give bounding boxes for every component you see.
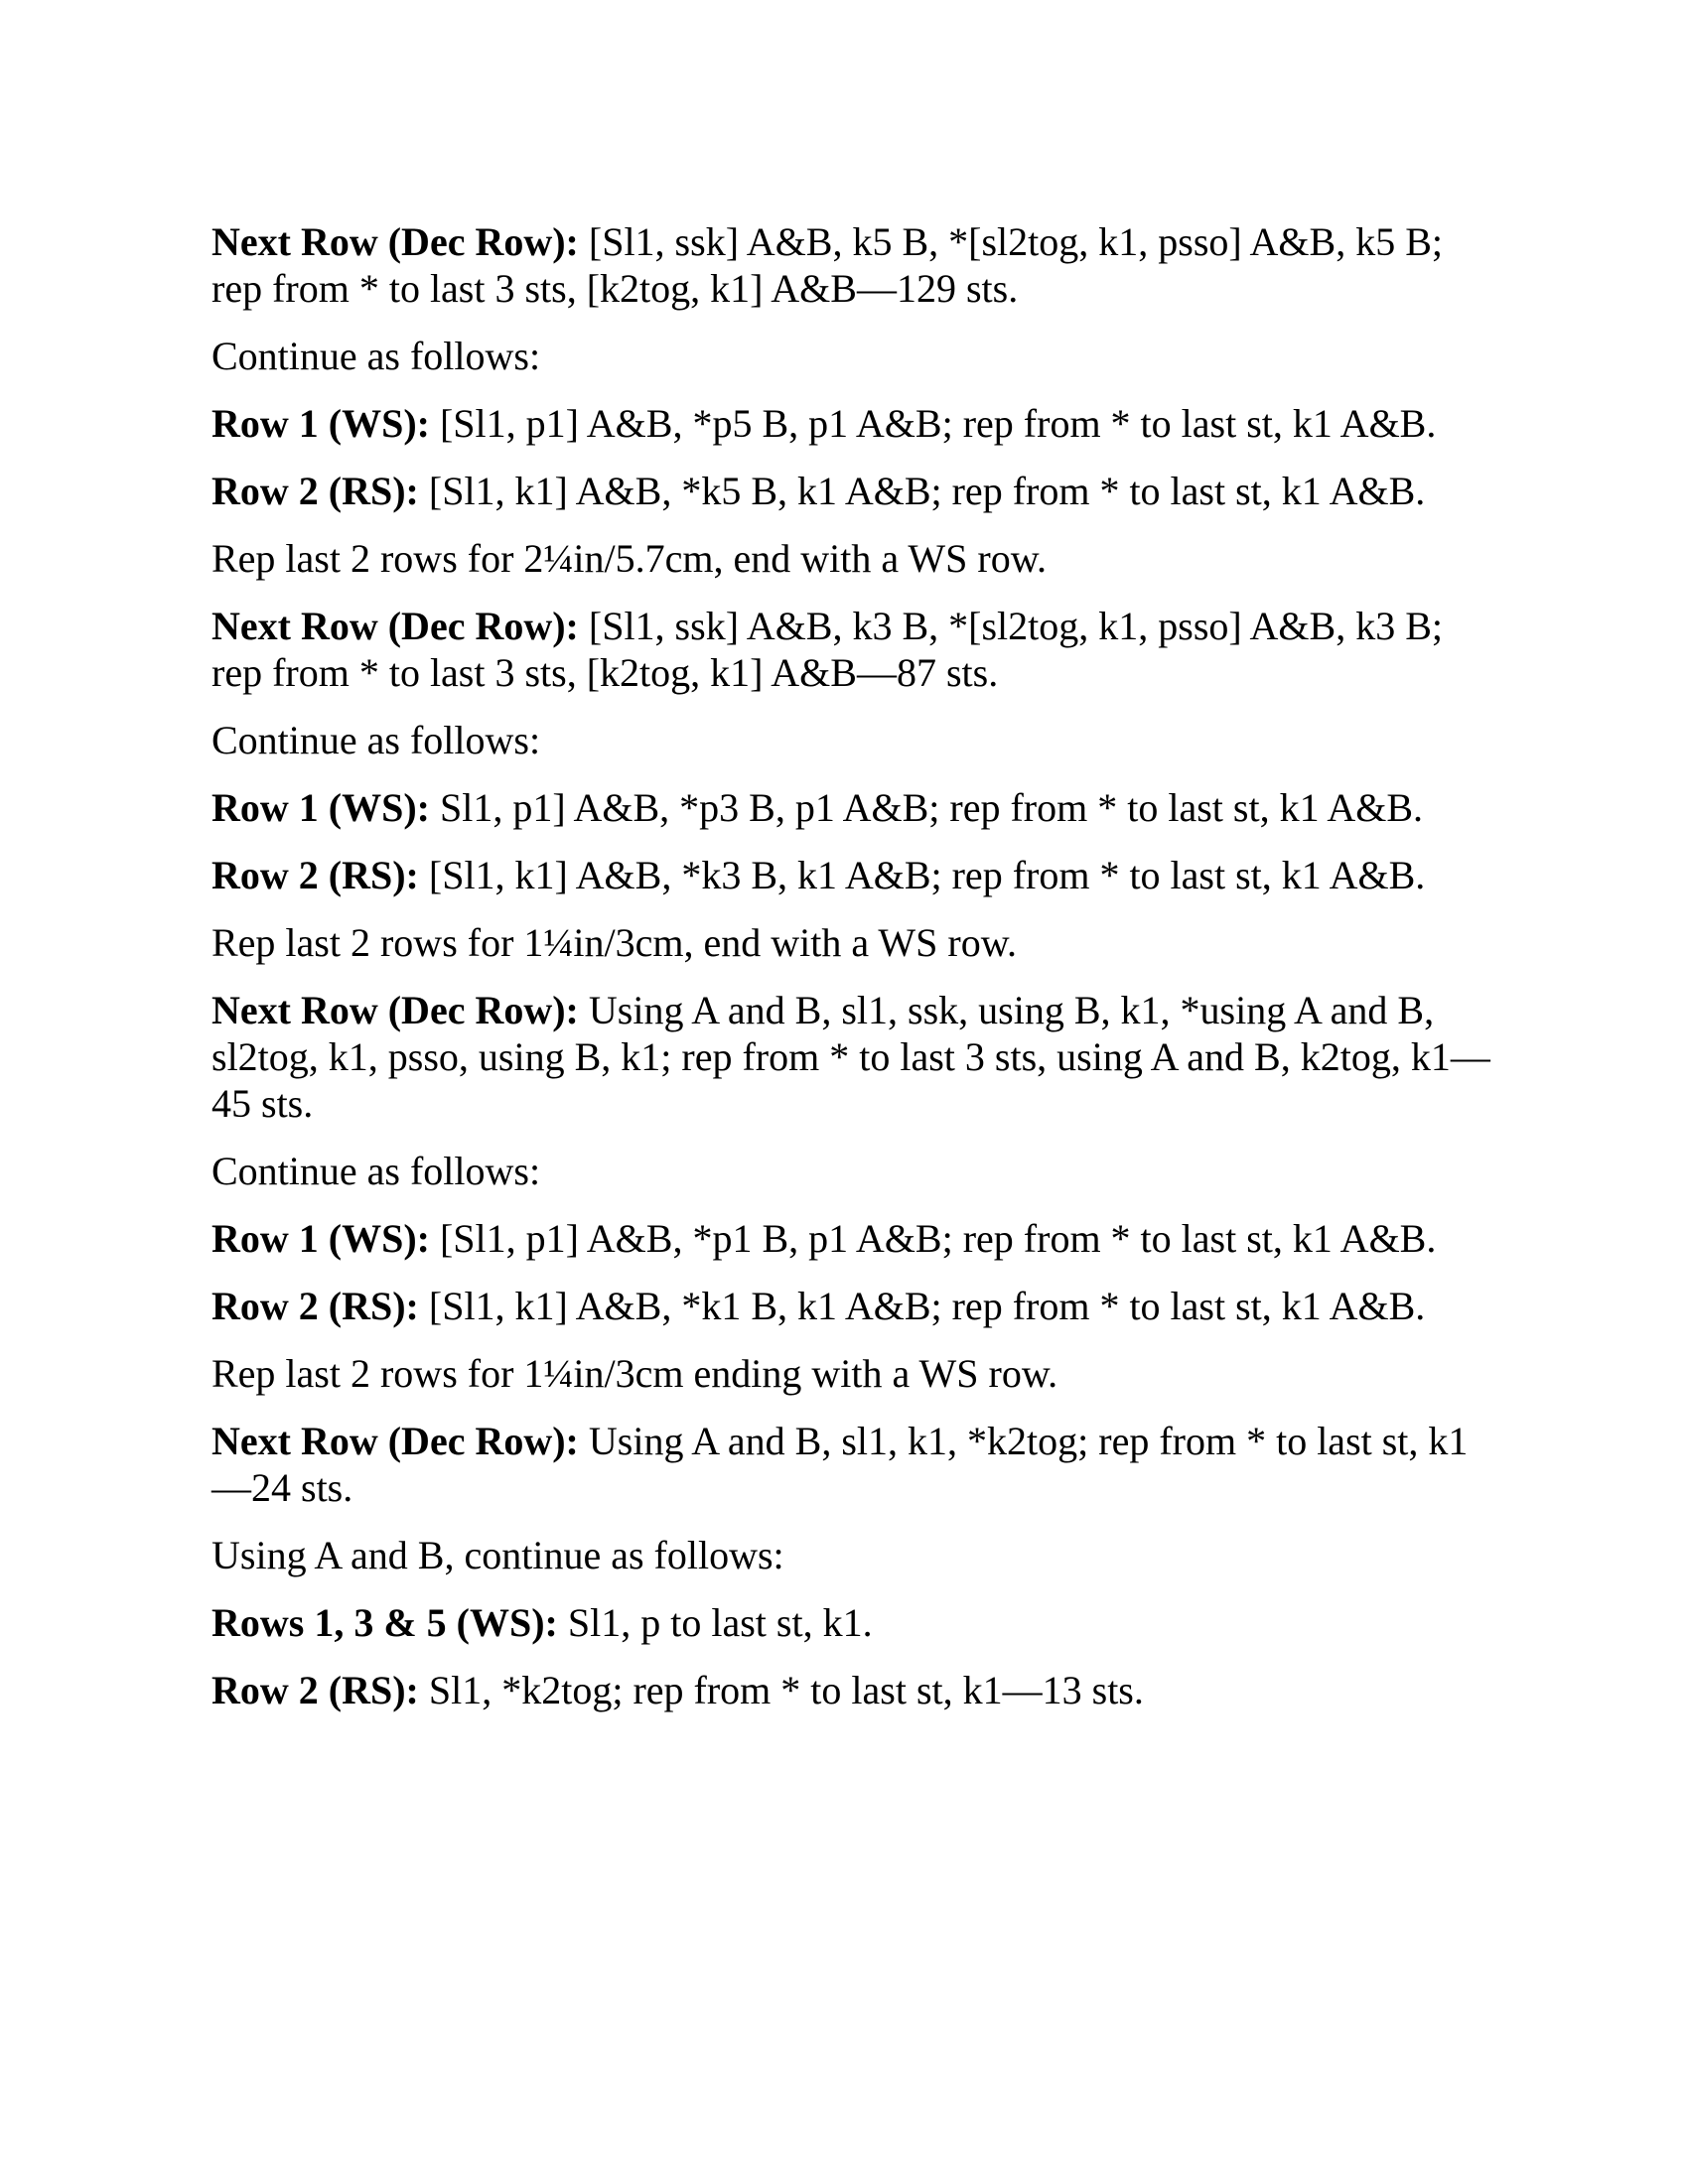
row-label: Next Row (Dec Row):: [211, 219, 579, 264]
paragraph-dec-row-1: [211, 218, 1492, 312]
row-text: Using A and B, sl1, k1, *k2tog; rep from * to last st, k1—24 sts.: [211, 1419, 1469, 1510]
row-text: Continue as follows:: [211, 1149, 541, 1193]
pattern-instructions: [211, 218, 1492, 1734]
row-label: Row 1 (WS):: [211, 1216, 430, 1261]
paragraph-rep-3: [211, 1350, 1492, 1397]
row-text: [Sl1, k1] A&B, *k3 B, k1 A&B; rep from * to last st, k1 A&B.: [418, 853, 1426, 897]
row-label: Next Row (Dec Row):: [211, 988, 579, 1032]
paragraph-rep-2: [211, 919, 1492, 966]
row-text: Continue as follows:: [211, 718, 541, 762]
row-label: Row 2 (RS):: [211, 1284, 419, 1328]
paragraph-row-2-rs-c: [211, 1283, 1492, 1329]
row-text: Sl1, p1] A&B, *p3 B, p1 A&B; rep from * to last st, k1 A&B.: [429, 785, 1424, 830]
paragraph-rows-1-3-5-ws: [211, 1599, 1492, 1646]
row-text: [Sl1, p1] A&B, *p1 B, p1 A&B; rep from * to last st, k1 A&B.: [429, 1216, 1437, 1261]
row-text: [Sl1, ssk] A&B, k3 B, *[sl2tog, k1, psso] A&B, k3 B; rep from * to last 3 sts, [k2tog, k1] A&B—87 sts.: [211, 604, 1443, 695]
paragraph-row-2-rs-a: [211, 468, 1492, 514]
paragraph-continue-2: [211, 717, 1492, 763]
row-label: Row 1 (WS):: [211, 785, 430, 830]
row-label: Row 2 (RS):: [211, 853, 419, 897]
row-label: Row 1 (WS):: [211, 401, 430, 446]
paragraph-row-1-ws-a: [211, 400, 1492, 447]
row-text: Using A and B, continue as follows:: [211, 1533, 784, 1577]
paragraph-row-2-rs-b: [211, 852, 1492, 898]
row-text: Using A and B, sl1, ssk, using B, k1, *using A and B, sl2tog, k1, psso, using B, k1; rep from * to last 3 sts, using A and B, k2tog, k1—45 sts.: [211, 988, 1490, 1126]
row-label: Row 2 (RS):: [211, 1668, 419, 1712]
row-text: [Sl1, k1] A&B, *k1 B, k1 A&B; rep from * to last st, k1 A&B.: [418, 1284, 1426, 1328]
row-label: Next Row (Dec Row):: [211, 604, 579, 648]
row-text: Rep last 2 rows for 2¼in/5.7cm, end with a WS row.: [211, 536, 1047, 581]
row-text: [Sl1, k1] A&B, *k5 B, k1 A&B; rep from * to last st, k1 A&B.: [418, 469, 1426, 513]
paragraph-continue-1: [211, 333, 1492, 379]
row-label: Row 2 (RS):: [211, 469, 419, 513]
row-text: Rep last 2 rows for 1¼in/3cm ending with a WS row.: [211, 1351, 1058, 1396]
row-text: [Sl1, ssk] A&B, k5 B, *[sl2tog, k1, psso] A&B, k5 B; rep from * to last 3 sts, [k2tog, k1] A&B—129 sts.: [211, 219, 1443, 311]
paragraph-rep-1: [211, 535, 1492, 582]
row-text: Rep last 2 rows for 1¼in/3cm, end with a WS row.: [211, 920, 1017, 965]
row-text: [Sl1, p1] A&B, *p5 B, p1 A&B; rep from * to last st, k1 A&B.: [429, 401, 1437, 446]
row-text: Continue as follows:: [211, 334, 541, 378]
paragraph-row-1-ws-c: [211, 1215, 1492, 1262]
paragraph-dec-row-3: [211, 987, 1492, 1127]
row-text: Sl1, *k2tog; rep from * to last st, k1—13 sts.: [418, 1668, 1144, 1712]
paragraph-row-2-rs-d: [211, 1667, 1492, 1713]
paragraph-dec-row-2: [211, 603, 1492, 696]
paragraph-continue-4: [211, 1532, 1492, 1578]
row-text: Sl1, p to last st, k1.: [557, 1600, 873, 1645]
paragraph-row-1-ws-b: [211, 784, 1492, 831]
paragraph-dec-row-4: [211, 1418, 1492, 1511]
row-label: Next Row (Dec Row):: [211, 1419, 579, 1463]
paragraph-continue-3: [211, 1148, 1492, 1194]
row-label: Rows 1, 3 & 5 (WS):: [211, 1600, 558, 1645]
